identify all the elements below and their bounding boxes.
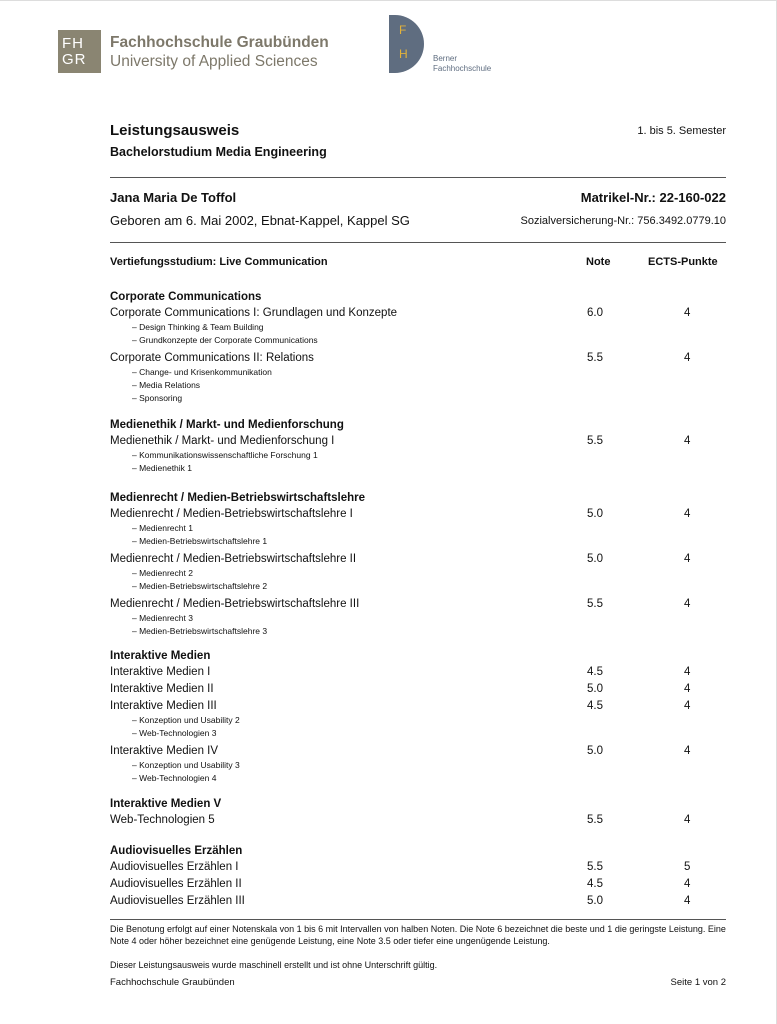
module-ects: 5 <box>684 861 691 873</box>
module-row <box>110 878 726 890</box>
module-grade: 5.5 <box>587 352 603 364</box>
bfh-name-line2: Fachhochschule <box>433 64 492 73</box>
module-component: – Web-Technologien 3 <box>132 728 216 738</box>
module-name: Medienethik / Markt- und Medienforschung I <box>110 435 335 447</box>
semester-range: 1. bis 5. Semester <box>637 125 726 137</box>
module-name: Audiovisuelles Erzählen II <box>110 878 242 890</box>
section-title: Interaktive Medien V <box>110 798 222 810</box>
module-name: Corporate Communications II: Relations <box>110 352 314 364</box>
module-component: – Medien-Betriebswirtschaftslehre 3 <box>132 626 267 636</box>
module-name: Interaktive Medien II <box>110 683 214 695</box>
birth-info: Geboren am 6. Mai 2002, Ebnat-Kappel, Kappel SG <box>110 213 410 228</box>
module-ects: 4 <box>684 683 691 695</box>
module-row <box>110 683 726 695</box>
module-component: – Media Relations <box>132 380 200 390</box>
module-ects: 4 <box>684 508 691 520</box>
module-name: Interaktive Medien IV <box>110 745 219 757</box>
module-name: Audiovisuelles Erzählen III <box>110 895 245 907</box>
student-name: Jana Maria De Toffol <box>110 190 237 205</box>
module-grade: 5.5 <box>587 435 603 447</box>
module-name: Audiovisuelles Erzählen I <box>110 861 239 873</box>
module-name: Web-Technologien 5 <box>110 814 215 826</box>
specialization-header: Vertiefungsstudium: Live Communication <box>110 256 328 268</box>
module-component: – Medien-Betriebswirtschaftslehre 2 <box>132 581 267 591</box>
study-program: Bachelorstudium Media Engineering <box>110 145 327 159</box>
module-grade: 4.5 <box>587 700 603 712</box>
module-name: Medienrecht / Medien-Betriebswirtschaftslehre III <box>110 598 360 610</box>
module-row <box>110 553 726 565</box>
module-component: – Konzeption und Usability 2 <box>132 715 240 725</box>
module-component: – Medien-Betriebswirtschaftslehre 1 <box>132 536 267 546</box>
module-component: – Sponsoring <box>132 393 182 403</box>
fhgr-subname: University of Applied Sciences <box>110 52 318 70</box>
module-name: Interaktive Medien I <box>110 666 211 678</box>
module-row <box>110 508 726 520</box>
fhgr-logo-mark <box>58 30 101 73</box>
module-component: – Medienethik 1 <box>132 463 192 473</box>
grade-column-header: Note <box>586 256 611 268</box>
module-component: – Medienrecht 1 <box>132 523 193 533</box>
page-number: Seite 1 von 2 <box>670 977 726 988</box>
divider <box>110 242 726 243</box>
fhgr-name: Fachhochschule Graubünden <box>110 33 329 51</box>
module-ects: 4 <box>684 598 691 610</box>
module-row <box>110 700 726 712</box>
module-grade: 5.5 <box>587 814 603 826</box>
module-row <box>110 745 726 757</box>
module-ects: 4 <box>684 745 691 757</box>
section-title: Corporate Communications <box>110 291 262 303</box>
module-row <box>110 814 726 826</box>
section-title: Medienrecht / Medien-Betriebswirtschaftslehre <box>110 492 365 504</box>
module-component: – Change- und Krisenkommunikation <box>132 367 272 377</box>
bfh-mark-f: F <box>399 23 407 37</box>
module-grade: 5.5 <box>587 598 603 610</box>
module-component: – Medienrecht 3 <box>132 613 193 623</box>
module-row <box>110 435 726 447</box>
bfh-mark-h: H <box>399 47 408 61</box>
bfh-logo <box>389 15 492 73</box>
module-grade: 5.0 <box>587 683 603 695</box>
fhgr-logo <box>58 30 329 73</box>
fhgr-mark-line2: GR <box>62 50 87 68</box>
module-name: Medienrecht / Medien-Betriebswirtschaftslehre I <box>110 508 353 520</box>
module-grade: 4.5 <box>587 666 603 678</box>
module-name: Medienrecht / Medien-Betriebswirtschaftslehre II <box>110 553 357 565</box>
module-ects: 4 <box>684 700 691 712</box>
validity-note: Dieser Leistungsausweis wurde maschinell erstellt und ist ohne Unterschrift gültig. <box>110 960 438 970</box>
module-component: – Kommunikationswissenschaftliche Forschung 1 <box>132 450 318 460</box>
module-name: Corporate Communications I: Grundlagen und Konzepte <box>110 307 398 319</box>
section-title: Interaktive Medien <box>110 650 211 662</box>
divider <box>110 177 726 178</box>
module-component: – Design Thinking & Team Building <box>132 322 264 332</box>
footer-institution: Fachhochschule Graubünden <box>110 977 235 988</box>
document-title: Leistungsausweis <box>110 122 240 139</box>
module-grade: 4.5 <box>587 878 603 890</box>
module-row <box>110 352 726 364</box>
module-row <box>110 598 726 610</box>
module-row <box>110 895 726 907</box>
module-row <box>110 861 726 873</box>
module-grade: 5.5 <box>587 861 603 873</box>
bfh-name <box>433 54 513 74</box>
module-grade: 5.0 <box>587 745 603 757</box>
divider <box>110 919 726 920</box>
bfh-logo-mark <box>389 15 424 73</box>
module-ects: 4 <box>684 307 691 319</box>
module-ects: 4 <box>684 553 691 565</box>
module-ects: 4 <box>684 352 691 364</box>
module-grade: 5.0 <box>587 895 603 907</box>
section-title: Audiovisuelles Erzählen <box>110 845 243 857</box>
module-row <box>110 307 726 319</box>
module-component: – Web-Technologien 4 <box>132 773 216 783</box>
matrikel-number: Matrikel-Nr.: 22-160-022 <box>580 190 726 205</box>
module-ects: 4 <box>684 878 691 890</box>
social-security-number: Sozialversicherung-Nr.: 756.3492.0779.10 <box>520 215 726 227</box>
module-name: Interaktive Medien III <box>110 700 217 712</box>
module-ects: 4 <box>684 895 691 907</box>
module-grade: 5.0 <box>587 508 603 520</box>
module-ects: 4 <box>684 814 691 826</box>
module-component: – Medienrecht 2 <box>132 568 193 578</box>
module-grade: 6.0 <box>587 307 603 319</box>
ects-column-header: ECTS-Punkte <box>648 256 718 268</box>
module-component: – Konzeption und Usability 3 <box>132 760 240 770</box>
module-row <box>110 666 726 678</box>
fhgr-mark-line1: FH <box>62 34 84 52</box>
bfh-name-line1: Berner <box>433 54 458 63</box>
module-ects: 4 <box>684 666 691 678</box>
grading-note: Die Benotung erfolgt auf einer Notenskala von 1 bis 6 mit Intervallen von halben Noten. Die Note 6 bezeichnet die beste und 1 die geringste Leistung. Eine Note 4 oder höher bezeichnet eine genügende Leistung, eine Note 3.5 oder tiefer eine ungenügende Leistung. <box>110 924 726 946</box>
module-component: – Grundkonzepte der Corporate Communications <box>132 335 318 345</box>
module-ects: 4 <box>684 435 691 447</box>
section-title: Medienethik / Markt- und Medienforschung <box>110 419 344 431</box>
module-grade: 5.0 <box>587 553 603 565</box>
